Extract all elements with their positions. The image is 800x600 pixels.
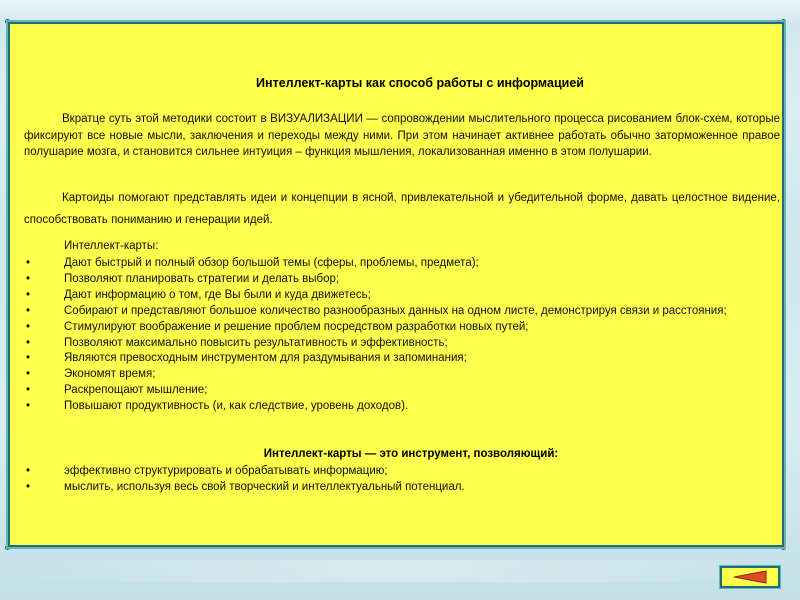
bullet-icon: • <box>26 257 31 269</box>
bullet-icon: • <box>26 480 31 493</box>
benefits-list <box>20 256 778 415</box>
bullet-icon: • <box>26 384 31 397</box>
bullet-icon: • <box>26 272 31 285</box>
bullet-icon: • <box>26 336 31 349</box>
bullet-icon: • <box>26 352 31 365</box>
list-item: • Повышают продуктивность (и, как следствие, уровень доходов). <box>20 399 778 415</box>
list-item: • Стимулируют воображение и решение проблем посредством разработки новых путей; <box>20 320 778 336</box>
list-item: • Позволяют планировать стратегии и делать выбор; <box>20 272 778 288</box>
list-item: • мыслить, используя весь свой творческий и интеллектуальный потенциал. <box>20 480 778 496</box>
back-button[interactable] <box>720 566 780 588</box>
list-item: • эффективно структурировать и обрабатывать информацию; <box>20 464 778 480</box>
bullet-icon: • <box>26 368 31 381</box>
list-item: • Дают информацию о том, где Вы были и куда движетесь; <box>20 288 778 304</box>
bullet-icon: • <box>26 304 31 317</box>
intro-paragraph: Вкратце суть этой методики состоит в ВИЗУАЛИЗАЦИИ — сопровождении мыслительного процесса рисованием блок-схем, которые фиксируют все новые мысли, заключения и переходы между ними. При этом начинает активнее работать обычно заторможенное правое полушарие мозга, и становится сильнее интуиция – функция мышления, локализованная именно в этом полушарии. <box>24 113 780 158</box>
bullet-icon: • <box>26 320 31 333</box>
bullet-icon: • <box>26 288 31 301</box>
slide-title: Интеллект-карты как способ работы с информацией <box>256 76 584 90</box>
capabilities-list <box>20 464 778 496</box>
second-paragraph: Картоиды помогают представлять идеи и концепции в ясной, привлекательной и убедительной форме, давать целостное видение, способствовать пониманию и генерации идей. <box>24 192 780 226</box>
back-triangle-icon <box>733 570 767 584</box>
slide-panel <box>8 22 784 547</box>
list-item: • Раскрепощают мышление; <box>20 383 778 399</box>
list-item: • Собирают и представляют большое количество разнообразных данных на одном листе, демонстрируя связи и расстояния; <box>20 304 778 320</box>
list-item: • Являются превосходным инструментом для раздумывания и запоминания; <box>20 351 778 367</box>
bullet-icon: • <box>26 400 31 413</box>
list-item: • Позволяют максимально повысить результативность и эффективность; <box>20 336 778 352</box>
list-item: • Дают быстрый и полный обзор большой темы (сферы, проблемы, предмета); <box>20 256 778 272</box>
background-stripe <box>0 560 800 582</box>
list-item: • Экономят время; <box>20 367 778 383</box>
list-heading: Интеллект-карты: <box>64 240 159 252</box>
sub-title: Интеллект-карты — это инструмент, позволяющий: <box>263 448 559 460</box>
bullet-icon: • <box>26 465 31 477</box>
